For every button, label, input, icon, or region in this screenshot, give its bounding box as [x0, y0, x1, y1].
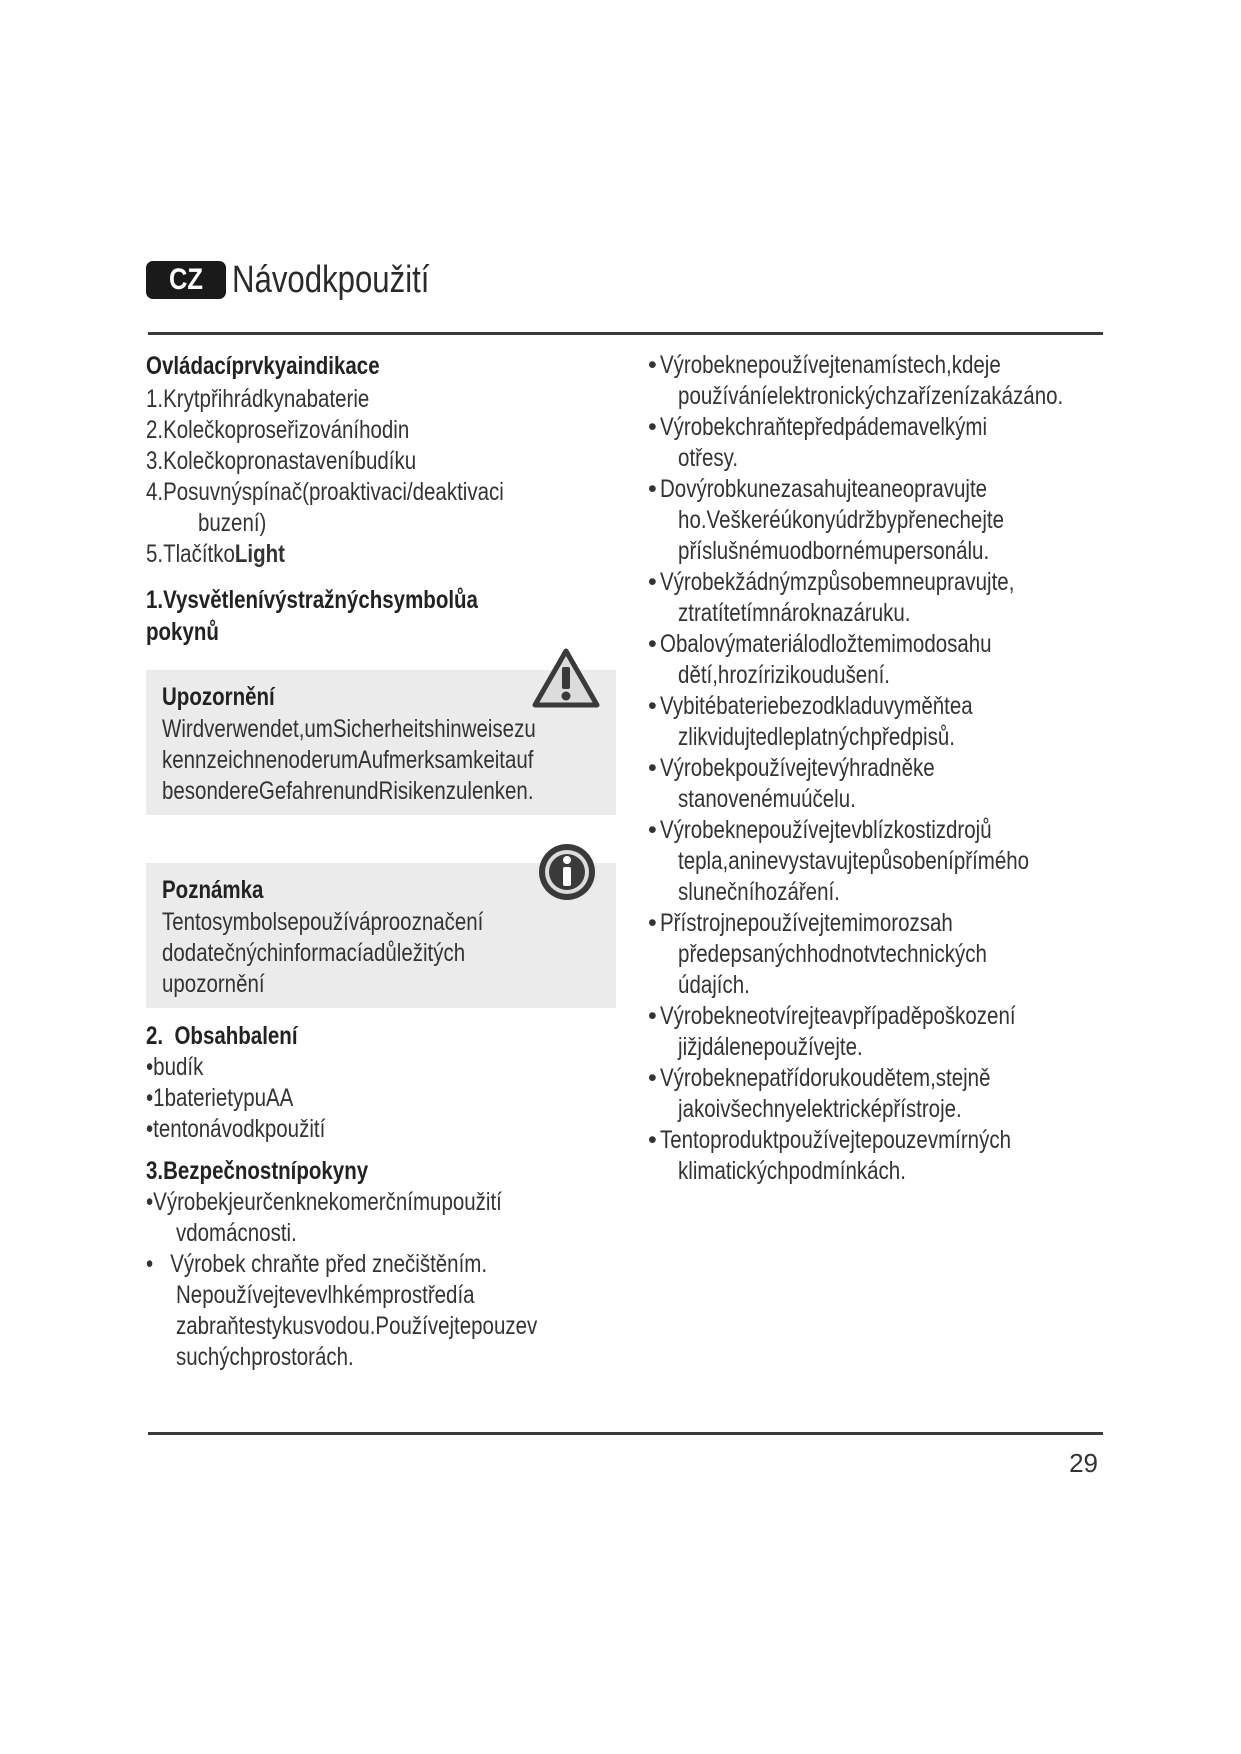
- safety-item-continuation: Nepoužívejtevevlhkémprostředía: [176, 1281, 475, 1309]
- safety-bullet-item: [648, 908, 1128, 939]
- package-item: •budík: [146, 1053, 204, 1081]
- bullet-text: jižjdálenepoužívejte.: [678, 1033, 863, 1061]
- bullet-text: ho.Veškeréúkonyúdržbypřenechejte: [678, 506, 1004, 534]
- bullet-text: Výrobeknepoužívejtevblízkostizdrojů: [660, 816, 992, 844]
- bullet-text: Výrobekneotvírejteavpřípaděpoškození: [660, 1002, 1016, 1030]
- safety-bullet-continuation: [648, 970, 1128, 1001]
- bullet-text: zlikvidujtedleplatnýchpředpisů.: [678, 723, 955, 751]
- bullet-text: Výrobeknepoužívejtenamístech,kdeje: [660, 351, 1001, 379]
- bullet-mark: •: [648, 351, 657, 379]
- safety-bullet-item: [648, 412, 1128, 443]
- bullet-text: ztratítetímnároknazáruku.: [678, 599, 911, 627]
- safety-bullet-item: [648, 691, 1128, 722]
- document-title: Návodkpoužití: [232, 258, 430, 301]
- bullet-mark: [648, 598, 660, 629]
- bullet-text: Výrobekžádnýmzpůsobemneupravujte,: [660, 568, 1015, 596]
- bullet-text: Přístrojnepoužívejtemimorozsah: [660, 909, 953, 937]
- safety-bullet-continuation: [648, 939, 1128, 970]
- control-item: 4.Posuvnýspínač(proaktivaci/deaktivaci: [146, 478, 504, 506]
- safety-bullet-item: [648, 567, 1128, 598]
- bullet-mark: [648, 536, 660, 567]
- bullet-text: Výrobeknepatřídorukoudětem,stejně: [660, 1064, 991, 1092]
- safety-item-continuation: suchýchprostorách.: [176, 1343, 354, 1371]
- bullet-mark: •: [648, 630, 657, 658]
- safety-heading: 3.Bezpečnostnípokyny: [146, 1157, 369, 1185]
- note-title: Poznámka: [162, 876, 264, 904]
- bullet-text: Výrobekchraňtepředpádemavelkými: [660, 413, 988, 441]
- safety-bullet-item: [648, 1001, 1128, 1032]
- bullet-text: používáníelektronickýchzařízenízakázáno.: [678, 382, 1064, 410]
- left-column: [146, 350, 616, 1373]
- safety-bullet-item: [648, 629, 1128, 660]
- safety-bullet-item: [648, 1063, 1128, 1094]
- safety-bullet-continuation: [648, 846, 1128, 877]
- safety-bullet-item: [648, 350, 1128, 381]
- bullet-mark: [648, 970, 660, 1001]
- symbols-heading: 1.Vysvětlenívýstražnýchsymbolůa: [146, 586, 478, 614]
- bullet-mark: •: [648, 816, 657, 844]
- symbols-heading-continued: pokynů: [146, 618, 219, 646]
- safety-bullet-continuation: [648, 443, 1128, 474]
- safety-bullet-continuation: [648, 877, 1128, 908]
- warning-text: Wirdverwendet,umSicherheitshinweisezu: [162, 715, 536, 743]
- page-number: 29: [1069, 1448, 1098, 1478]
- bullet-mark: •: [648, 1126, 657, 1154]
- bullet-mark: [648, 939, 660, 970]
- safety-bullet-item: [648, 753, 1128, 784]
- control-item: 5.TlačítkoLight: [146, 540, 285, 568]
- bullet-text: údajích.: [678, 971, 750, 999]
- bullet-text: klimatickýchpodmínkách.: [678, 1157, 906, 1185]
- package-heading: 2. Obsahbalení: [146, 1022, 298, 1050]
- bullet-text: otřesy.: [678, 444, 739, 472]
- bullet-text: stanovenémuúčelu.: [678, 785, 856, 813]
- safety-bullet-continuation: [648, 1032, 1128, 1063]
- info-icon: [536, 841, 598, 903]
- bullet-text: tepla,aninevystavujtepůsobenípřímého: [678, 847, 1030, 875]
- safety-bullet-continuation: [648, 505, 1128, 536]
- warning-text: kennzeichnenoderumAufmerksamkeitauf: [162, 746, 534, 774]
- bullet-text: předepsanýchhodnotvtechnických: [678, 940, 987, 968]
- bullet-mark: •: [648, 754, 657, 782]
- bullet-text: příslušnémuodbornémupersonálu.: [678, 537, 990, 565]
- top-divider: [148, 332, 1103, 335]
- bullet-mark: [648, 660, 660, 691]
- safety-bullet-item: [648, 474, 1128, 505]
- control-item-continuation: buzení): [198, 509, 267, 537]
- bullet-text: Dovýrobkunezasahujteaneopravujte: [660, 475, 988, 503]
- bullet-mark: •: [648, 692, 657, 720]
- controls-heading: Ovládacíprvkyaindikace: [146, 352, 380, 380]
- language-badge: CZ: [146, 261, 226, 299]
- package-item: •1baterietypuAA: [146, 1084, 294, 1112]
- safety-item: •Výrobekjeurčenknekomerčnímupoužití: [146, 1188, 502, 1216]
- safety-bullet-continuation: [648, 1094, 1128, 1125]
- bullet-text: Obalovýmateriálodložtemimodosahu: [660, 630, 992, 658]
- bullet-mark: [648, 505, 660, 536]
- page-header: [146, 258, 473, 302]
- bullet-mark: •: [648, 1002, 657, 1030]
- bottom-divider: [148, 1432, 1103, 1435]
- bullet-text: Tentoproduktpoužívejtepouzevmírných: [660, 1126, 1011, 1154]
- safety-bullet-item: [648, 1125, 1128, 1156]
- note-box: [146, 863, 616, 1008]
- bullet-text: Vybitébateriebezodkladuvyměňtea: [660, 692, 973, 720]
- safety-bullet-item: [648, 815, 1128, 846]
- package-item: •tentonávodkpoužití: [146, 1115, 326, 1143]
- right-column: [648, 350, 1128, 1187]
- control-item: 1.Krytpřihrádkynabaterie: [146, 385, 370, 413]
- safety-bullet-continuation: [648, 598, 1128, 629]
- control-item: 2.Kolečkoproseřizováníhodin: [146, 416, 410, 444]
- safety-bullet-continuation: [648, 722, 1128, 753]
- bullet-text: dětí,hrozírizikoudušení.: [678, 661, 890, 689]
- safety-bullet-continuation: [648, 1156, 1128, 1187]
- bullet-text: slunečníhozáření.: [678, 878, 840, 906]
- bullet-mark: •: [648, 413, 657, 441]
- note-text: dodatečnýchinformacíadůležitých: [162, 939, 466, 967]
- bullet-text: jakoivšechnyelektricképřístroje.: [678, 1095, 962, 1123]
- safety-bullet-list: [648, 350, 1128, 1187]
- bullet-mark: •: [648, 909, 657, 937]
- bullet-mark: [648, 1156, 660, 1187]
- warning-text: besondereGefahrenundRisikenzulenken.: [162, 777, 534, 805]
- control-item: 3.Kolečkopronastaveníbudíku: [146, 447, 417, 475]
- warning-title: Upozornění: [162, 683, 275, 711]
- safety-bullet-continuation: [648, 784, 1128, 815]
- safety-item-continuation: vdomácnosti.: [176, 1219, 297, 1247]
- bullet-mark: [648, 846, 660, 877]
- bullet-mark: [648, 877, 660, 908]
- warning-box: [146, 670, 616, 815]
- bullet-mark: •: [648, 568, 657, 596]
- safety-item-continuation: zabraňtestykusvodou.Používejtepouzev: [176, 1312, 538, 1340]
- safety-bullet-continuation: [648, 381, 1128, 412]
- note-text: Tentosymbolsepoužíváprooznačení: [162, 908, 484, 936]
- safety-bullet-continuation: [648, 536, 1128, 567]
- bullet-mark: [648, 722, 660, 753]
- bullet-text: Výrobekpoužívejtevýhradněke: [660, 754, 935, 782]
- warning-triangle-icon: [532, 648, 600, 708]
- bullet-mark: [648, 1094, 660, 1125]
- safety-item: • Výrobek chraňte před znečištěním.: [146, 1250, 488, 1278]
- bullet-mark: [648, 443, 660, 474]
- note-text: upozornění: [162, 970, 265, 998]
- bullet-mark: [648, 784, 660, 815]
- safety-bullet-continuation: [648, 660, 1128, 691]
- bullet-mark: [648, 381, 660, 412]
- bullet-mark: [648, 1032, 660, 1063]
- bullet-mark: •: [648, 1064, 657, 1092]
- bullet-mark: •: [648, 475, 657, 503]
